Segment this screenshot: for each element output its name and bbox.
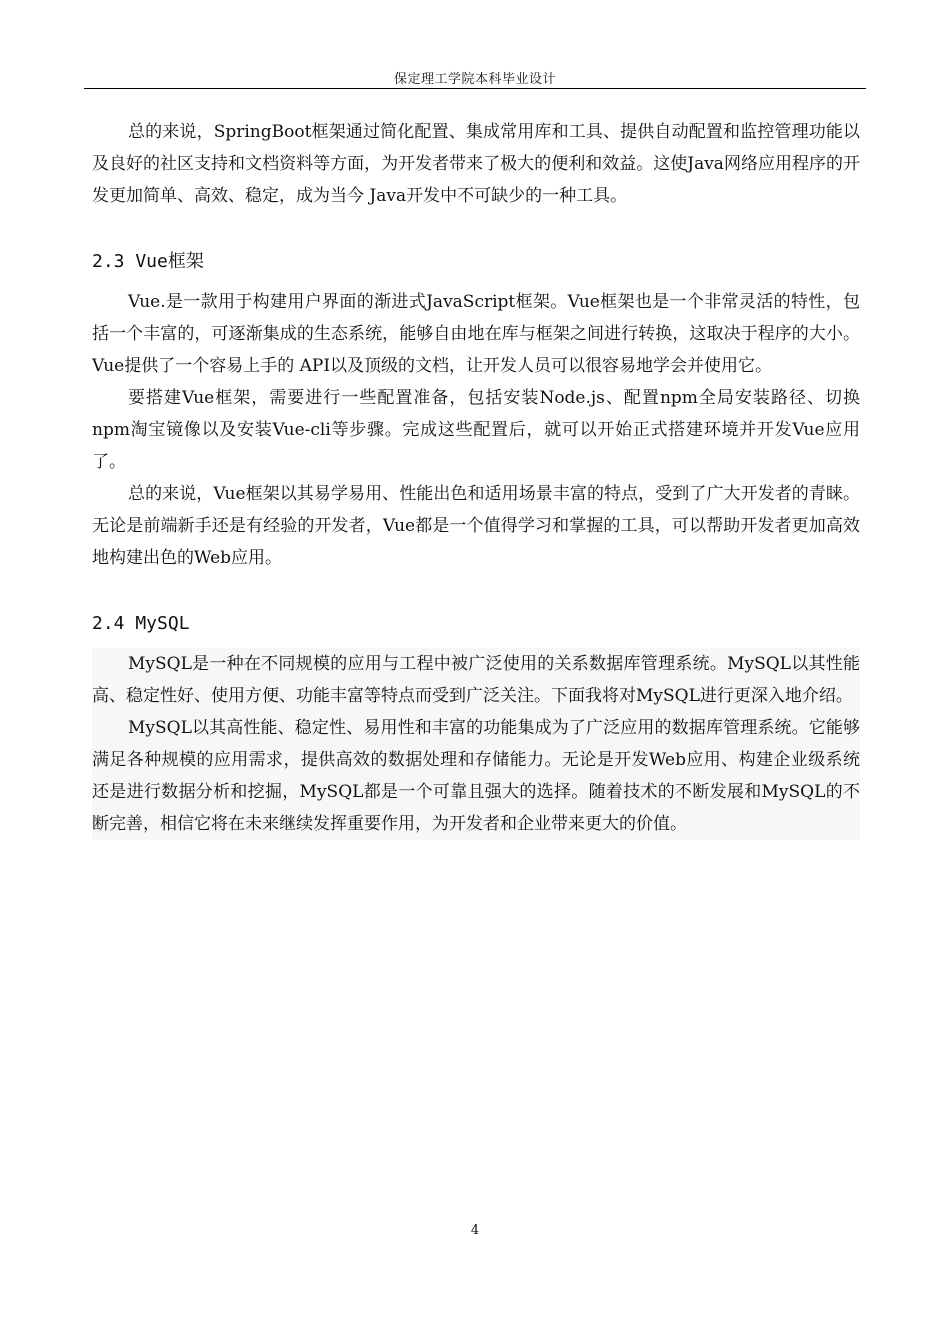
section-spacer [92,212,860,246]
mysql-paragraph-2: MySQL以其高性能、稳定性、易用性和丰富的功能集成为了广泛应用的数据库管理系统。它能够满足各种规模的应用需求，提供高效的数据处理和存储能力。无论是开发Web应用、构建企业级系统还是进行数据分析和挖掘，MySQL都是一个可靠且强大的选择。随着技术的不断发展和MySQL的不断完善，相信它将在未来继续发挥重要作用，为开发者和企业带来更大的价值。 [92,718,860,834]
mysql-paragraph-1: MySQL是一种在不同规模的应用与工程中被广泛使用的关系数据库管理系统。MySQL以其性能高、稳定性好、使用方便、功能丰富等特点而受到广泛关注。下面我将对MySQL进行更深入地介绍。 [92,654,860,706]
mysql-shaded-block [92,648,860,840]
section-heading-vue: 2.3 Vue框架 [92,251,204,272]
section-spacer [92,574,860,608]
document-body [92,116,860,840]
page-header: 保定理工学院本科毕业设计 [393,72,556,87]
heading-spacer [92,278,860,286]
header-rule [84,88,866,89]
vue-paragraph-1: Vue.是一款用于构建用户界面的渐进式JavaScript框架。Vue框架也是一个非常灵活的特性，包括一个丰富的，可逐渐集成的生态系统，能够自由地在库与框架之间进行转换，这取决于程序的大小。Vue提供了一个容易上手的 API以及顶级的文档，让开发人员可以很容易地学会并使用它。 [92,292,860,376]
vue-paragraph-3: 总的来说，Vue框架以其易学易用、性能出色和适用场景丰富的特点，受到了广大开发者的青睐。无论是前端新手还是有经验的开发者，Vue都是一个值得学习和掌握的工具，可以帮助开发者更加高效地构建出色的Web应用。 [92,484,860,568]
vue-paragraph-2: 要搭建Vue框架，需要进行一些配置准备，包括安装Node.js、配置npm全局安装路径、切换npm淘宝镜像以及安装Vue-cli等步骤。完成这些配置后，就可以开始正式搭建环境并开发Vue应用了。 [92,388,860,472]
page-number: 4 [470,1223,480,1238]
section-heading-mysql: 2.4 MySQL [92,613,190,634]
heading-spacer [92,640,860,648]
intro-paragraph: 总的来说，SpringBoot框架通过简化配置、集成常用库和工具、提供自动配置和监控管理功能以及良好的社区支持和文档资料等方面，为开发者带来了极大的便利和效益。这使Java网络应用程序的开发更加简单、高效、稳定，成为当今 Java开发中不可缺少的一种工具。 [92,122,860,206]
